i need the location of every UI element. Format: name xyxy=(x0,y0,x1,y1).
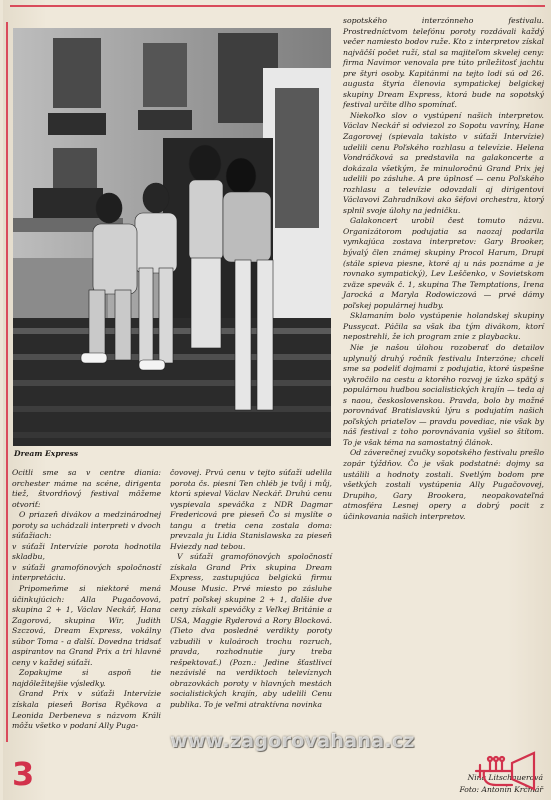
page-number: 3 xyxy=(12,755,35,793)
website-watermark: www.zagorovahana.cz xyxy=(170,730,415,752)
article-column-right xyxy=(343,16,544,522)
top-red-rule xyxy=(10,5,545,7)
paragraph: v súťaži Intervízie porota hodnotila skladbu, xyxy=(12,541,161,562)
author-byline: Nina Litschauerová xyxy=(467,773,543,782)
band-photo xyxy=(13,28,331,446)
paragraph: Nie je našou úlohou rozoberať do detailov uplynulý druhý ročník festivalu Interzóne; chceli sme sa podeliť dojmami z podujatia, ktoré úspešne vykročilo na cestu a ktorého rozvoj je úzko spätý s populárnou hudbou socialistických krajín — teda aj s naou, československou. Pravda, bolo by možné porovnávať Bratislavskú lýru s podujatím našich poľských priateľov — pravdu povediac, nie však by náš festival z toho porovnávania vyšiel so štítom. To je však téma na samostatný článok. xyxy=(343,342,544,447)
left-red-rule xyxy=(6,22,8,742)
photo-credit: Foto: Antonín Krčmář xyxy=(459,785,543,794)
paragraph: V súťaži gramofónových spoločností získala Grand Prix skupina Dream Express, zastupujúca belgickú firmu Mouse Music. Prvé miesto po zásluhe patrí poľskej skupine 2 + 1, ďalšie dve ceny získali speváčky z Veľkej Británie a USA, Maggie Ryderová a Rory Blocková. (Tieto dva posledné verdikty poroty vzbudili v kuloároch trochu rozruch, pravda, rozhodnutie jury treba rešpektovať.) (Pozn.: Jedine šťastlivci nezávislé na verdiktoch televíznych obrazovkách poroty v hlavných mestách socialistických krajín, aby udelili Cenu publika. To je veľmi atraktívna novinka xyxy=(170,552,332,710)
paragraph: Pripomeňme si niektoré mená účinkujúcich: Alla Pugačovová, skupina 2 + 1, Václav Neckář, Hana Zagorová, skupina Wir, Judith Szczová, Dream Express, vokálny súbor Toma - a ďalší. Dovedna tridsať aspirantov na Grand Prix a tri hlavné ceny v každej súťaži. xyxy=(12,584,161,667)
paragraph: O priazeň divákov a medzinárodnej poroty sa uchádzali interpreti v dvoch súťažiach: xyxy=(12,510,161,541)
photo-caption: Dream Express xyxy=(14,449,79,458)
paragraph: Sklamaním bolo vystúpenie holandskej skupiny Pussycat. Páčila sa však iba tým divákom, ktorí nepostrehli, že ich program znie z playbacku. xyxy=(343,311,544,342)
paragraph: Ocitli sme sa v centre diania: orchester máme na scéne, dirigenta tiež, štvordňový festival môžeme otvoriť: xyxy=(12,468,161,509)
article-column-left xyxy=(12,468,161,732)
paragraph: v súťaži gramofónových spoločností interpretáciu. xyxy=(12,562,161,583)
paragraph: Galakoncert urobil čest tomuto názvu. Organizátorom podujatia sa naozaj podarila vymkajúca zostava interpretov: Gary Brooker, bývalý člen známej skupiny Procol Harum, Drupi (stále spieva piesne, ktoré aj u nás poznáme a je rovnako sympatický), Lev Leščenko, v Sovietskom zväze spevák č. 1, skupina The Temptations, Irena Jarocká a Maryla Rodowiczová — prvé dámy poľskej populárnej hudby. xyxy=(343,216,544,310)
paragraph: Zopakujme si aspoň tie najdôležitejšie výsledky. xyxy=(12,668,161,688)
paragraph: Grand Prix v súťaži Intervízie získala pieseň Borisa Ryčkova a Leonida Derbeneva s názvom Králi môžu všetko v podaní Ally Puga- xyxy=(12,689,161,731)
paragraph: čovovej. Prvú cenu v tejto súťaži udelila porota čs. piesni Ten chléb je tvůj i můj, ktorú spieval Václav Neckář. Druhú cenu vyspievala speváčka z NDR Dagmar Fredericová pre pieseň Čo si myslíte o tangu a tretia cena zostala doma: prevzala ju Lidia Stanislawska za pieseň Hviezdy nad tebou. xyxy=(170,468,332,551)
trumpet-icon xyxy=(472,741,538,793)
paragraph: sopotského interzónneho festivalu. Prostredníctvom telefónu poroty rozdávali každý večer namiesto bodov ruže. Kto z interpretov získal najväčší počet ruží, stal sa majiteľom skvelej ceny: firma Navimor venovala pre túto príležitosť jachtu pre štyri osoby. Kapitánmi na tejto lodi sú od 26. augusta štyria členovia sympatickej belgickej skupiny Dream Express, ktorá bude na sopotský festival určite dlho spomínať. xyxy=(343,16,544,110)
paragraph: Niekoľko slov o vystúpení našich interpretov. Václav Neckář si odviezol zo Sopotu vavríny, Hane Zagorovej (spievala takisto v súťaži Intervízie) udelili cenu Poľského rozhlasu a televízie. Helena Vondráčková sa predstavila na galakoncerte a dokázala všetkým, že minuloročnú Grand Prix jej udelili po zásluhe. A pre úplnosť — cenu Poľského rozhlasu a televízie odovzdali aj dirigentovi Václavovi Zahradníkovi ako šéfovi orchestra, ktorý splnil svoje úlohy na jedničku. xyxy=(343,110,544,215)
article-column-middle xyxy=(170,468,332,711)
paragraph: Od záverečnej zvučky sopotského festivalu prešlo zopár týždňov. Čo je však podstatné: dojmy sa ustálili a hodnoty zostali. Svetlým bodom pre všetkých zostali vystúpenia Ally Pugačovovej, Drupiho, Gary Brookera, neopakovateľná atmosféra Lesnej opery a dobrý pocit z účinkovania našich interpretov. xyxy=(343,448,544,521)
